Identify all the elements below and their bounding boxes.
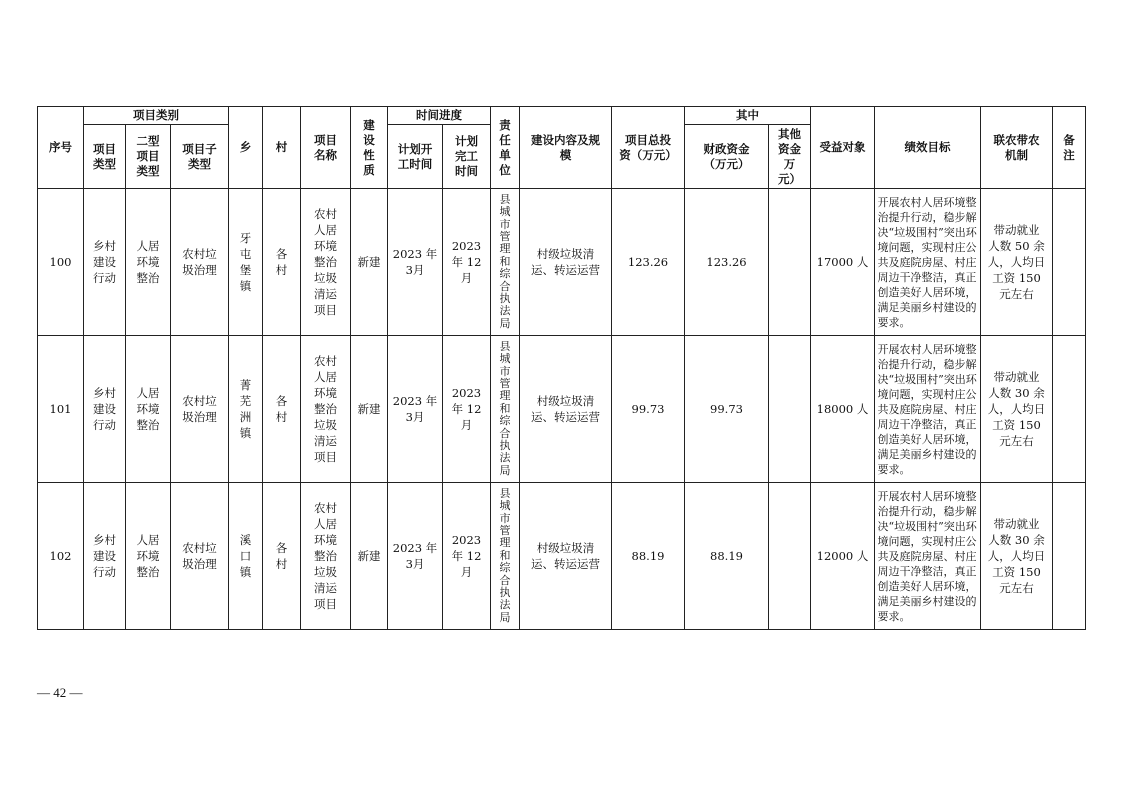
cell-remark — [1053, 336, 1086, 483]
header-content: 建设内容及规 模 — [520, 107, 612, 189]
cell-end: 2023 年 12 月 — [443, 189, 491, 336]
cell-seq: 100 — [38, 189, 84, 336]
header-town: 乡 — [229, 107, 263, 189]
header-start: 计划开 工时间 — [388, 125, 443, 189]
cell-dept: 县 城 市 管 理 和 综 合 执 法 局 — [491, 483, 520, 630]
cell-end: 2023 年 12 月 — [443, 483, 491, 630]
cell-remark — [1053, 189, 1086, 336]
header-project-name: 项目 名称 — [301, 107, 351, 189]
header-goal: 绩效目标 — [875, 107, 981, 189]
cell-project-name: 农村 人居 环境 整治 垃圾 清运 项目 — [301, 189, 351, 336]
cell-type2: 人居 环境 整治 — [126, 336, 171, 483]
cell-project-name: 农村 人居 环境 整治 垃圾 清运 项目 — [301, 483, 351, 630]
cell-content: 村级垃圾清 运、转运运营 — [520, 189, 612, 336]
cell-type2: 人居 环境 整治 — [126, 483, 171, 630]
cell-total: 123.26 — [612, 189, 685, 336]
cell-subtype: 农村垃 圾治理 — [171, 336, 229, 483]
cell-start: 2023 年 3月 — [388, 189, 443, 336]
cell-subtype: 农村垃 圾治理 — [171, 189, 229, 336]
cell-type2: 人居 环境 整治 — [126, 189, 171, 336]
cell-fiscal: 123.26 — [685, 189, 769, 336]
table-row — [38, 336, 1086, 483]
header-subtype: 项目子 类型 — [171, 125, 229, 189]
cell-town: 牙 屯 堡 镇 — [229, 189, 263, 336]
cell-content: 村级垃圾清 运、转运运营 — [520, 336, 612, 483]
header-total: 项目总投 资（万元） — [612, 107, 685, 189]
table-row — [38, 483, 1086, 630]
header-type2: 二型 项目 类型 — [126, 125, 171, 189]
header-end: 计划 完工 时间 — [443, 125, 491, 189]
header-seq: 序号 — [38, 107, 84, 189]
cell-beneficiary: 17000 人 — [811, 189, 875, 336]
cell-nature: 新建 — [351, 336, 388, 483]
header-other: 其他 资金 万 元） — [769, 125, 811, 189]
cell-village: 各 村 — [263, 189, 301, 336]
cell-nature: 新建 — [351, 483, 388, 630]
cell-start: 2023 年 3月 — [388, 483, 443, 630]
cell-seq: 102 — [38, 483, 84, 630]
cell-fiscal: 99.73 — [685, 336, 769, 483]
cell-project-name: 农村 人居 环境 整治 垃圾 清运 项目 — [301, 336, 351, 483]
cell-goal: 开展农村人居环境整治提升行动，稳步解决“垃圾围村”突出环境问题，实现村庄公共及庭院房屋、村庄周边干净整洁，真正创造美好人居环境，满足美丽乡村建设的要求。 — [875, 483, 981, 630]
cell-subtype: 农村垃 圾治理 — [171, 483, 229, 630]
page-number: — 42 — — [37, 685, 83, 700]
header-mechanism: 联农带农 机制 — [981, 107, 1053, 189]
cell-beneficiary: 18000 人 — [811, 336, 875, 483]
header-fund-group: 其中 — [685, 107, 811, 125]
cell-other — [769, 483, 811, 630]
cell-project-type: 乡村 建设 行动 — [84, 483, 126, 630]
cell-beneficiary: 12000 人 — [811, 483, 875, 630]
cell-mechanism: 带动就业 人数 30 余 人，人均日 工资 150 元左右 — [981, 336, 1053, 483]
header-progress-group: 时间进度 — [388, 107, 491, 125]
cell-total: 88.19 — [612, 483, 685, 630]
header-category-group: 项目类别 — [84, 107, 229, 125]
cell-town: 菁 芜 洲 镇 — [229, 336, 263, 483]
cell-dept: 县 城 市 管 理 和 综 合 执 法 局 — [491, 189, 520, 336]
header-beneficiary: 受益对象 — [811, 107, 875, 189]
cell-town: 溪 口 镇 — [229, 483, 263, 630]
cell-end: 2023 年 12 月 — [443, 336, 491, 483]
header-fiscal: 财政资金 （万元） — [685, 125, 769, 189]
header-dept: 责 任 单 位 — [491, 107, 520, 189]
cell-total: 99.73 — [612, 336, 685, 483]
cell-seq: 101 — [38, 336, 84, 483]
header-remark: 备 注 — [1053, 107, 1086, 189]
project-table — [37, 106, 1086, 630]
header-village: 村 — [263, 107, 301, 189]
cell-remark — [1053, 483, 1086, 630]
cell-dept: 县 城 市 管 理 和 综 合 执 法 局 — [491, 336, 520, 483]
cell-nature: 新建 — [351, 189, 388, 336]
cell-start: 2023 年 3月 — [388, 336, 443, 483]
cell-village: 各 村 — [263, 336, 301, 483]
cell-mechanism: 带动就业 人数 30 余 人，人均日 工资 150 元左右 — [981, 483, 1053, 630]
table-row — [38, 189, 1086, 336]
cell-project-type: 乡村 建设 行动 — [84, 189, 126, 336]
cell-goal: 开展农村人居环境整治提升行动，稳步解决“垃圾围村”突出环境问题，实现村庄公共及庭院房屋、村庄周边干净整洁，真正创造美好人居环境，满足美丽乡村建设的要求。 — [875, 336, 981, 483]
cell-content: 村级垃圾清 运、转运运营 — [520, 483, 612, 630]
cell-other — [769, 189, 811, 336]
cell-goal: 开展农村人居环境整治提升行动，稳步解决“垃圾围村”突出环境问题，实现村庄公共及庭院房屋、村庄周边干净整洁，真正创造美好人居环境，满足美丽乡村建设的要求。 — [875, 189, 981, 336]
cell-other — [769, 336, 811, 483]
header-nature: 建 设 性 质 — [351, 107, 388, 189]
header-project-type: 项目 类型 — [84, 125, 126, 189]
cell-fiscal: 88.19 — [685, 483, 769, 630]
cell-mechanism: 带动就业 人数 50 余 人，人均日 工资 150 元左右 — [981, 189, 1053, 336]
cell-project-type: 乡村 建设 行动 — [84, 336, 126, 483]
cell-village: 各 村 — [263, 483, 301, 630]
